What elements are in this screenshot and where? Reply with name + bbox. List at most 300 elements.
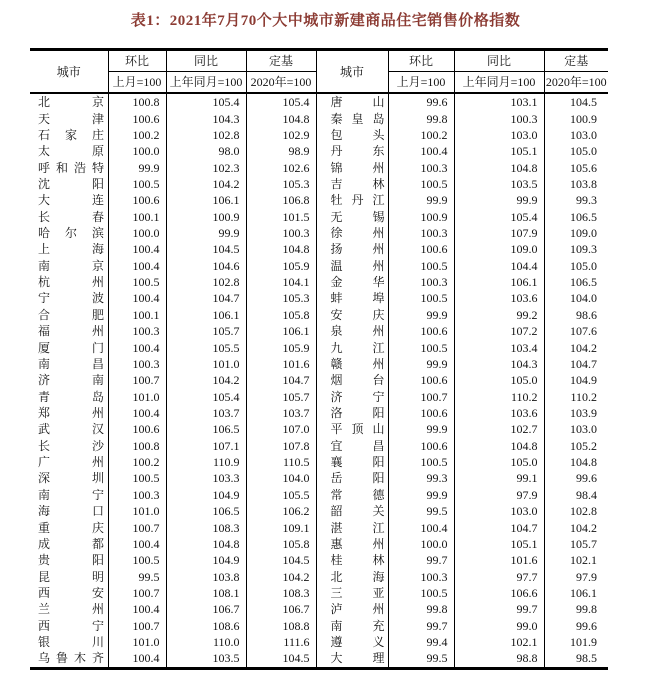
city-name: 呼和浩特	[38, 160, 104, 175]
city-cell	[30, 127, 108, 143]
value-cell: 98.0	[166, 143, 246, 159]
value-cell: 104.5	[570, 95, 597, 110]
value-cell: 100.4	[388, 519, 454, 535]
value-cell: 104.7	[570, 356, 597, 371]
fixed-header-right: 定基	[544, 50, 608, 72]
city-name: 牡丹江	[330, 193, 385, 208]
value-cell: 102.8	[166, 127, 246, 143]
city-cell	[30, 225, 108, 241]
city-name: 包头	[330, 127, 385, 142]
value-cell: 104.7	[166, 290, 246, 306]
table-row	[30, 650, 608, 668]
value-cell: 106.6	[454, 585, 544, 601]
table-row	[30, 421, 608, 437]
value-cell: 106.7	[166, 601, 246, 617]
value-cell: 100.6	[388, 372, 454, 388]
value-cell: 109.3	[570, 242, 597, 257]
value-cell: 104.8	[246, 110, 316, 126]
city-cell	[30, 143, 108, 159]
city-cell	[316, 618, 388, 634]
city-cell	[316, 127, 388, 143]
value-cell: 100.6	[388, 438, 454, 454]
value-cell: 105.0	[570, 144, 597, 159]
city-name: 沈阳	[38, 176, 104, 191]
city-name: 北京	[38, 95, 104, 110]
table-row	[30, 110, 608, 126]
city-cell	[316, 470, 388, 486]
value-cell: 100.5	[388, 454, 454, 470]
city-name: 赣州	[330, 356, 385, 371]
value-cell: 105.3	[246, 290, 316, 306]
value-cell: 99.5	[388, 503, 454, 519]
city-cell	[30, 405, 108, 421]
city-name: 银川	[38, 635, 104, 650]
value-cell: 104.2	[166, 372, 246, 388]
city-name: 无锡	[330, 209, 385, 224]
city-cell	[30, 487, 108, 503]
value-cell: 99.4	[388, 634, 454, 650]
value-cell: 106.1	[454, 274, 544, 290]
value-cell: 99.9	[454, 192, 544, 208]
value-cell: 100.6	[108, 110, 166, 126]
table-row	[30, 143, 608, 159]
value-cell: 97.9	[454, 487, 544, 503]
value-cell: 103.0	[570, 127, 597, 142]
value-cell: 106.1	[570, 585, 597, 600]
city-cell	[30, 290, 108, 306]
city-cell	[30, 176, 108, 192]
value-cell: 110.0	[166, 634, 246, 650]
value-cell: 100.6	[388, 241, 454, 257]
table-row	[30, 405, 608, 421]
value-cell: 103.8	[570, 176, 597, 191]
value-cell: 110.2	[454, 388, 544, 404]
city-name: 福州	[38, 324, 104, 339]
value-cell: 105.1	[454, 143, 544, 159]
value-cell: 106.5	[570, 209, 597, 224]
value-cell: 104.9	[570, 373, 597, 388]
value-cell: 99.6	[576, 471, 597, 486]
city-cell	[316, 258, 388, 274]
table-row	[30, 470, 608, 486]
value-cell: 100.3	[388, 225, 454, 241]
city-name: 北海	[330, 569, 385, 584]
city-cell	[30, 601, 108, 617]
table-row	[30, 372, 608, 388]
value-cell: 100.5	[108, 552, 166, 568]
value-cell: 99.2	[454, 307, 544, 323]
value-cell: 105.7	[570, 536, 597, 551]
value-cell: 97.7	[454, 568, 544, 584]
value-cell: 104.4	[454, 258, 544, 274]
value-cell: 99.9	[166, 225, 246, 241]
value-cell: 105.6	[570, 160, 597, 175]
value-cell: 100.7	[388, 388, 454, 404]
city-cell	[30, 618, 108, 634]
value-cell: 106.5	[166, 421, 246, 437]
value-cell: 100.3	[454, 110, 544, 126]
fixed-base-left: 2020年=100	[246, 72, 316, 94]
value-cell: 99.5	[108, 568, 166, 584]
table-row	[30, 241, 608, 257]
value-cell: 100.4	[108, 339, 166, 355]
value-cell: 102.6	[246, 159, 316, 175]
value-cell: 107.6	[570, 324, 597, 339]
city-name: 贵阳	[38, 553, 104, 568]
city-name: 青岛	[38, 389, 104, 404]
city-cell	[316, 438, 388, 454]
city-name: 岳阳	[330, 471, 385, 486]
value-cell: 105.9	[246, 258, 316, 274]
city-name: 秦皇岛	[330, 111, 385, 126]
value-cell: 100.5	[388, 176, 454, 192]
value-cell: 105.5	[246, 487, 316, 503]
table-row	[30, 601, 608, 617]
value-cell: 106.1	[246, 323, 316, 339]
value-cell: 100.6	[388, 405, 454, 421]
city-cell	[316, 192, 388, 208]
city-name: 郑州	[38, 406, 104, 420]
fixed-base-right: 2020年=100	[545, 75, 607, 89]
value-cell: 105.7	[166, 323, 246, 339]
city-name: 西安	[38, 585, 104, 600]
value-cell: 100.2	[108, 127, 166, 143]
city-cell	[30, 503, 108, 519]
city-cell	[316, 634, 388, 650]
value-cell: 108.1	[166, 585, 246, 601]
value-cell: 100.3	[388, 568, 454, 584]
city-cell	[316, 159, 388, 175]
value-cell: 108.3	[246, 585, 316, 601]
city-cell	[30, 93, 108, 110]
yoy-header-right: 同比	[454, 50, 544, 72]
city-name: 烟台	[330, 373, 385, 388]
value-cell: 99.8	[576, 602, 597, 617]
value-cell: 109.0	[570, 226, 597, 241]
table-row	[30, 323, 608, 339]
value-cell: 100.2	[108, 454, 166, 470]
city-name: 金华	[330, 275, 385, 290]
city-cell	[30, 110, 108, 126]
city-name: 宜昌	[330, 438, 385, 453]
value-cell: 102.1	[454, 634, 544, 650]
value-cell: 105.1	[454, 536, 544, 552]
value-cell: 108.6	[166, 618, 246, 634]
city-cell	[30, 356, 108, 372]
value-cell: 105.3	[246, 176, 316, 192]
city-cell	[316, 519, 388, 535]
value-cell: 104.9	[166, 487, 246, 503]
city-cell	[316, 143, 388, 159]
value-cell: 100.7	[108, 585, 166, 601]
value-cell: 99.3	[388, 470, 454, 486]
mom-base-left: 上月=100	[108, 72, 166, 94]
value-cell: 99.1	[454, 470, 544, 486]
city-cell	[30, 536, 108, 552]
value-cell: 98.4	[576, 487, 597, 502]
value-cell: 100.5	[108, 274, 166, 290]
value-cell: 105.2	[570, 438, 597, 453]
page-title: 表1：2021年7月70个大中城市新建商品住宅销售价格指数	[130, 13, 521, 29]
value-cell: 98.9	[246, 143, 316, 159]
value-cell: 99.9	[388, 487, 454, 503]
city-name: 桂林	[330, 553, 385, 568]
value-cell: 99.9	[108, 159, 166, 175]
value-cell: 110.9	[166, 454, 246, 470]
city-name: 九江	[330, 340, 385, 355]
value-cell: 101.6	[246, 356, 316, 372]
value-cell: 100.9	[570, 111, 597, 126]
city-name: 深圳	[38, 471, 104, 486]
value-cell: 100.3	[108, 323, 166, 339]
value-cell: 102.8	[570, 504, 597, 519]
value-cell: 100.3	[246, 225, 316, 241]
table-row	[30, 127, 608, 143]
value-cell: 104.9	[166, 552, 246, 568]
city-name: 遵义	[330, 635, 385, 650]
value-cell: 104.8	[166, 536, 246, 552]
value-cell: 104.1	[246, 274, 316, 290]
city-name: 唐山	[330, 95, 385, 110]
table-row	[30, 93, 608, 110]
value-cell: 100.5	[388, 585, 454, 601]
city-name: 武汉	[38, 422, 104, 437]
value-cell: 100.8	[108, 438, 166, 454]
city-name: 襄阳	[330, 455, 385, 470]
value-cell: 100.9	[388, 209, 454, 225]
city-cell	[30, 258, 108, 274]
city-name: 长春	[38, 209, 104, 224]
city-cell	[30, 568, 108, 584]
value-cell: 100.7	[108, 618, 166, 634]
city-name: 泸州	[330, 602, 385, 617]
table-row	[30, 454, 608, 470]
value-cell: 104.7	[246, 372, 316, 388]
city-name: 湛江	[330, 520, 385, 535]
value-cell: 105.9	[246, 339, 316, 355]
table-row	[30, 618, 608, 634]
city-name: 韶关	[330, 504, 385, 519]
value-cell: 106.1	[166, 192, 246, 208]
city-name: 重庆	[38, 520, 104, 535]
city-name: 西宁	[38, 618, 104, 633]
value-cell: 103.9	[570, 406, 597, 420]
city-cell	[316, 274, 388, 290]
city-name: 南京	[38, 258, 104, 273]
value-cell: 106.2	[246, 503, 316, 519]
city-cell	[316, 585, 388, 601]
city-name: 济宁	[330, 389, 385, 404]
value-cell: 105.0	[570, 258, 597, 273]
value-cell: 103.0	[454, 127, 544, 143]
value-cell: 100.4	[108, 241, 166, 257]
value-cell: 103.1	[454, 93, 544, 110]
city-name: 宁波	[38, 291, 104, 306]
value-cell: 109.0	[454, 241, 544, 257]
city-name: 安庆	[330, 307, 385, 322]
city-name: 上海	[38, 242, 104, 257]
value-cell: 100.4	[108, 290, 166, 306]
city-cell	[316, 405, 388, 421]
table-row	[30, 519, 608, 535]
city-cell	[30, 307, 108, 323]
value-cell: 104.5	[246, 552, 316, 568]
mom-header-right: 环比	[388, 50, 454, 72]
value-cell: 100.0	[108, 225, 166, 241]
table-row	[30, 568, 608, 584]
city-name: 合肥	[38, 307, 104, 322]
value-cell: 103.4	[454, 339, 544, 355]
city-name: 惠州	[330, 536, 385, 551]
city-header-right: 城市	[316, 50, 388, 94]
city-name: 长沙	[38, 438, 104, 453]
value-cell: 106.5	[570, 275, 597, 290]
table-row	[30, 487, 608, 503]
value-cell: 100.3	[108, 487, 166, 503]
value-cell: 100.4	[108, 601, 166, 617]
city-cell	[316, 356, 388, 372]
city-cell	[316, 110, 388, 126]
table-row	[30, 438, 608, 454]
city-name: 锦州	[330, 160, 385, 175]
value-cell: 107.9	[454, 225, 544, 241]
table-header	[30, 50, 608, 94]
value-cell: 105.4	[246, 93, 316, 110]
value-cell: 99.3	[576, 193, 597, 208]
city-name: 太原	[38, 144, 104, 159]
value-cell: 100.7	[108, 372, 166, 388]
table-row	[30, 503, 608, 519]
value-cell: 100.4	[108, 536, 166, 552]
city-cell	[316, 503, 388, 519]
city-cell	[316, 176, 388, 192]
value-cell: 103.0	[454, 503, 544, 519]
city-cell	[30, 634, 108, 650]
value-cell: 100.5	[388, 290, 454, 306]
value-cell: 104.2	[166, 176, 246, 192]
value-cell: 105.0	[454, 372, 544, 388]
table-row	[30, 307, 608, 323]
value-cell: 102.1	[570, 553, 597, 568]
value-cell: 99.6	[576, 618, 597, 633]
city-name: 杭州	[38, 275, 104, 290]
table-row	[30, 585, 608, 601]
value-cell: 100.6	[108, 421, 166, 437]
city-name: 成都	[38, 536, 104, 551]
value-cell: 106.7	[246, 601, 316, 617]
value-cell: 101.0	[108, 634, 166, 650]
value-cell: 104.8	[570, 455, 597, 470]
city-cell	[30, 519, 108, 535]
value-cell: 110.2	[570, 389, 597, 404]
city-name: 天津	[38, 111, 104, 126]
fixed-header-left: 定基	[246, 50, 316, 72]
table-row	[30, 274, 608, 290]
mom-base-right: 上月=100	[388, 72, 454, 94]
value-cell: 106.5	[166, 503, 246, 519]
city-name: 哈尔滨	[38, 226, 104, 241]
city-cell	[316, 93, 388, 110]
value-cell: 102.8	[166, 274, 246, 290]
city-name: 厦门	[38, 340, 104, 355]
value-cell: 111.6	[246, 634, 316, 650]
city-name: 海口	[38, 504, 104, 519]
value-cell: 105.8	[246, 536, 316, 552]
value-cell: 101.0	[108, 503, 166, 519]
value-cell: 104.3	[454, 356, 544, 372]
value-cell: 103.5	[454, 176, 544, 192]
city-cell	[316, 241, 388, 257]
value-cell: 107.0	[246, 421, 316, 437]
city-name: 济南	[38, 373, 104, 388]
value-cell: 99.9	[388, 421, 454, 437]
city-name: 大连	[38, 193, 104, 208]
table-row	[30, 290, 608, 306]
table-row	[30, 209, 608, 225]
value-cell: 107.1	[166, 438, 246, 454]
city-cell	[316, 209, 388, 225]
value-cell: 100.5	[388, 339, 454, 355]
value-cell: 107.2	[454, 323, 544, 339]
city-cell	[316, 372, 388, 388]
value-cell: 103.6	[454, 290, 544, 306]
value-cell: 103.5	[166, 650, 246, 668]
table-row	[30, 634, 608, 650]
city-cell	[30, 454, 108, 470]
city-cell	[30, 388, 108, 404]
value-cell: 99.8	[388, 110, 454, 126]
city-name: 吉林	[330, 176, 385, 191]
value-cell: 97.9	[576, 569, 597, 584]
value-cell: 105.4	[166, 93, 246, 110]
value-cell: 99.9	[388, 356, 454, 372]
city-name: 扬州	[330, 242, 385, 257]
value-cell: 104.8	[454, 438, 544, 454]
value-cell: 103.0	[570, 422, 597, 437]
value-cell: 100.2	[388, 127, 454, 143]
value-cell: 103.6	[454, 405, 544, 421]
value-cell: 100.6	[108, 192, 166, 208]
value-cell: 110.5	[246, 454, 316, 470]
value-cell: 104.0	[570, 291, 597, 306]
city-cell	[316, 225, 388, 241]
value-cell: 101.6	[454, 552, 544, 568]
city-cell	[30, 421, 108, 437]
value-cell: 104.2	[570, 340, 597, 355]
value-cell: 104.5	[166, 241, 246, 257]
city-cell	[30, 470, 108, 486]
value-cell: 100.9	[166, 209, 246, 225]
city-cell	[316, 339, 388, 355]
table-row	[30, 192, 608, 208]
value-cell: 101.0	[166, 356, 246, 372]
value-cell: 98.5	[576, 651, 597, 666]
city-cell	[316, 421, 388, 437]
value-cell: 99.6	[388, 93, 454, 110]
value-cell: 100.3	[388, 159, 454, 175]
value-cell: 100.4	[108, 405, 166, 421]
value-cell: 101.0	[108, 388, 166, 404]
table-row	[30, 552, 608, 568]
city-cell	[30, 552, 108, 568]
city-cell	[316, 601, 388, 617]
city-name: 洛阳	[330, 406, 385, 420]
city-cell	[30, 585, 108, 601]
city-cell	[316, 388, 388, 404]
value-cell: 105.4	[166, 388, 246, 404]
city-cell	[30, 209, 108, 225]
value-cell: 107.8	[246, 438, 316, 454]
